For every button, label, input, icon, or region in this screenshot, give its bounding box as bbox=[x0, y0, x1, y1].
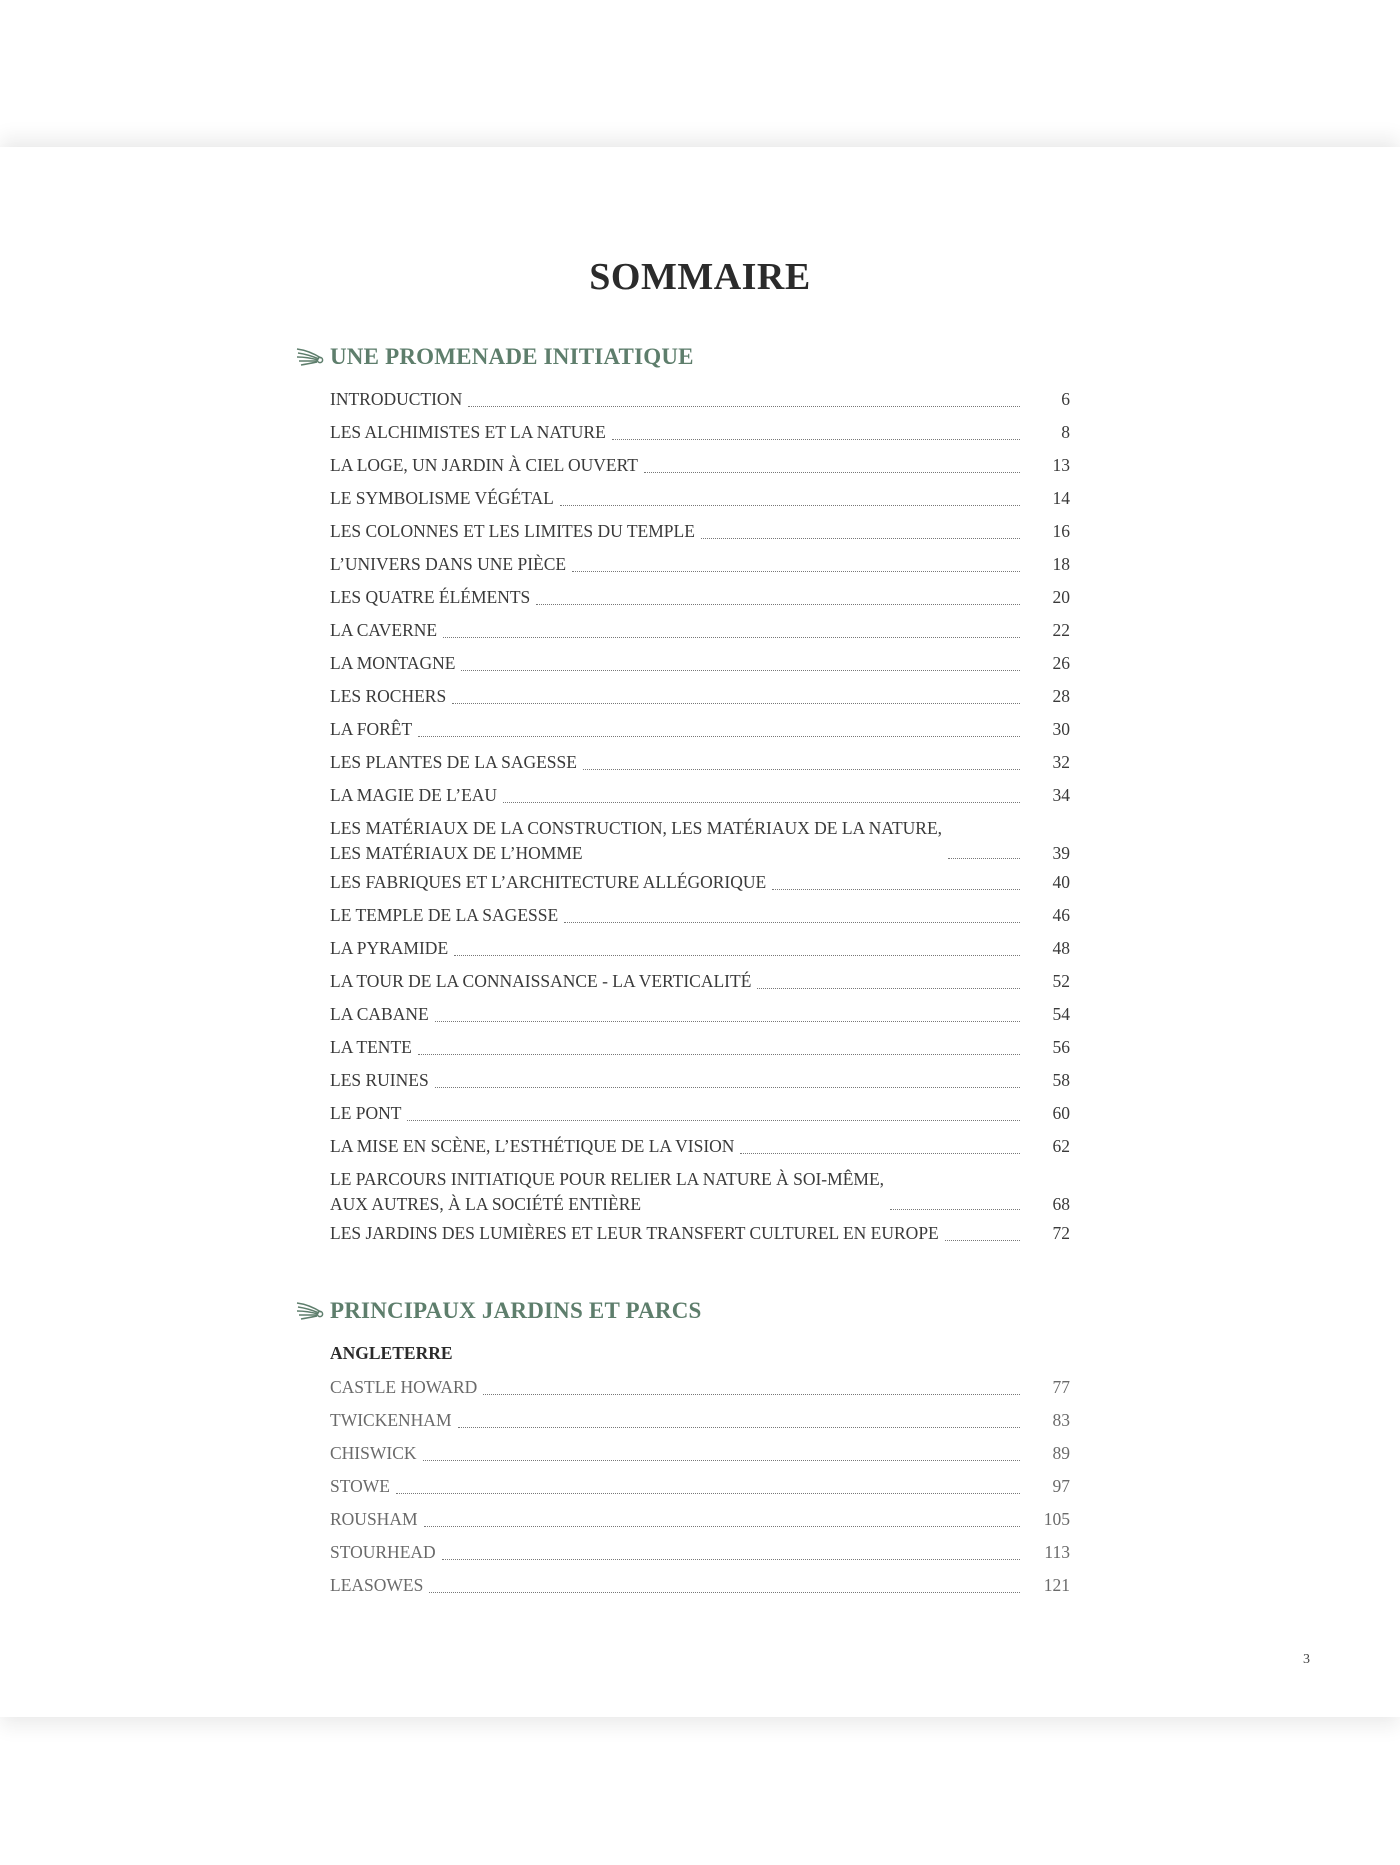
section-heading bbox=[330, 1291, 1070, 1331]
toc-entry-page: 72 bbox=[1052, 1223, 1070, 1243]
toc-leader-dots bbox=[948, 858, 1020, 859]
toc-leader-dots bbox=[740, 1153, 1020, 1154]
toc-entry[interactable] bbox=[330, 581, 1070, 614]
toc-leader-dots bbox=[572, 571, 1020, 572]
toc-entry-label: CASTLE HOWARD bbox=[330, 1377, 478, 1397]
toc-entry-label: LA MAGIE DE L’EAU bbox=[330, 785, 498, 805]
toc-leader-dots bbox=[435, 1087, 1020, 1088]
toc-entry-page: 39 bbox=[1052, 843, 1070, 863]
toc-leader-dots bbox=[407, 1120, 1020, 1121]
toc-entry[interactable] bbox=[330, 1064, 1070, 1097]
toc-entry-page: 13 bbox=[1052, 455, 1070, 475]
toc-entry[interactable] bbox=[330, 1503, 1070, 1536]
toc-leader-dots bbox=[890, 1209, 1020, 1210]
toc-entry[interactable] bbox=[330, 647, 1070, 680]
toc-entry-page: 54 bbox=[1052, 1004, 1070, 1024]
feather-quill-icon bbox=[295, 346, 325, 368]
toc-entry-label: LA LOGE, UN JARDIN À CIEL OUVERT bbox=[330, 455, 638, 475]
toc-entry-label: STOWE bbox=[330, 1476, 390, 1496]
toc-entry-label: LA MISE EN SCÈNE, L’ESTHÉTIQUE DE LA VISION bbox=[330, 1136, 735, 1156]
toc-entry-label-line2: LES MATÉRIAUX DE L’HOMME bbox=[330, 843, 583, 863]
toc-entry-page: 32 bbox=[1052, 752, 1070, 772]
toc-entry-page: 68 bbox=[1052, 1194, 1070, 1214]
toc-entry-page: 20 bbox=[1052, 587, 1070, 607]
toc-leader-dots bbox=[701, 538, 1020, 539]
toc-entry-page: 28 bbox=[1052, 686, 1070, 706]
toc-entry-page: 97 bbox=[1052, 1476, 1070, 1496]
toc-entry[interactable] bbox=[330, 1437, 1070, 1470]
toc-entry[interactable] bbox=[330, 746, 1070, 779]
toc-entry[interactable] bbox=[330, 482, 1070, 515]
toc-leader-dots bbox=[396, 1493, 1020, 1494]
toc-leader-dots bbox=[454, 955, 1020, 956]
section-principaux-jardins bbox=[330, 1291, 1070, 1602]
page-number: 3 bbox=[1303, 1652, 1310, 1667]
toc-leader-dots bbox=[443, 637, 1020, 638]
toc-entry[interactable] bbox=[330, 1163, 1070, 1217]
toc-leader-dots bbox=[418, 736, 1020, 737]
toc-entry-page: 30 bbox=[1052, 719, 1070, 739]
toc-entry[interactable] bbox=[330, 812, 1070, 866]
toc-entry-page: 18 bbox=[1052, 554, 1070, 574]
toc-entry-label: LES QUATRE ÉLÉMENTS bbox=[330, 587, 531, 607]
toc-entry-label: LES ROCHERS bbox=[330, 686, 447, 706]
toc-leader-dots bbox=[612, 439, 1020, 440]
toc-entry-label: INTRODUCTION bbox=[330, 389, 463, 409]
document-page bbox=[0, 147, 1400, 1717]
toc-entry[interactable] bbox=[330, 899, 1070, 932]
toc-entry[interactable] bbox=[330, 1097, 1070, 1130]
toc-entry[interactable] bbox=[330, 515, 1070, 548]
toc-entry[interactable] bbox=[330, 998, 1070, 1031]
toc-leader-dots bbox=[452, 703, 1020, 704]
toc-leader-dots bbox=[423, 1460, 1020, 1461]
toc-entry-page: 60 bbox=[1052, 1103, 1070, 1123]
toc-leader-dots bbox=[757, 988, 1020, 989]
toc-entry-label: LES ALCHIMISTES ET LA NATURE bbox=[330, 422, 606, 442]
toc-entry-page: 113 bbox=[1044, 1542, 1070, 1562]
toc-entry-label: LE SYMBOLISME VÉGÉTAL bbox=[330, 488, 554, 508]
toc-entry-page: 52 bbox=[1052, 971, 1070, 991]
toc-leader-dots bbox=[560, 505, 1020, 506]
toc-entry[interactable] bbox=[330, 548, 1070, 581]
toc-entry[interactable] bbox=[330, 383, 1070, 416]
toc-leader-dots bbox=[429, 1592, 1020, 1593]
toc-entry[interactable] bbox=[330, 680, 1070, 713]
toc-entry[interactable] bbox=[330, 1217, 1070, 1250]
toc-entry-label: LA MONTAGNE bbox=[330, 653, 456, 673]
toc-leader-dots bbox=[564, 922, 1020, 923]
toc-leader-dots bbox=[435, 1021, 1020, 1022]
toc-leader-dots bbox=[945, 1240, 1020, 1241]
section-heading-text: UNE PROMENADE INITIATIQUE bbox=[330, 344, 694, 369]
toc-entry-page: 14 bbox=[1052, 488, 1070, 508]
toc-entry-page: 46 bbox=[1052, 905, 1070, 925]
toc-leader-dots bbox=[468, 406, 1020, 407]
toc-entry-label: CHISWICK bbox=[330, 1443, 417, 1463]
toc-entry-label: STOURHEAD bbox=[330, 1542, 436, 1562]
toc-entry-label: LE TEMPLE DE LA SAGESSE bbox=[330, 905, 559, 925]
toc-entry-label: LES FABRIQUES ET L’ARCHITECTURE ALLÉGORIQUE bbox=[330, 872, 767, 892]
toc-leader-dots bbox=[503, 802, 1020, 803]
toc-entry-page: 16 bbox=[1052, 521, 1070, 541]
toc-entry[interactable] bbox=[330, 779, 1070, 812]
toc-leader-dots bbox=[418, 1054, 1020, 1055]
toc-entry-page: 6 bbox=[1061, 389, 1070, 409]
toc-entry-label: ROUSHAM bbox=[330, 1509, 418, 1529]
toc-leader-dots bbox=[483, 1394, 1020, 1395]
toc-entry-page: 77 bbox=[1052, 1377, 1070, 1397]
toc-leader-dots bbox=[644, 472, 1020, 473]
toc-entry-page: 121 bbox=[1043, 1575, 1070, 1595]
toc-entry-label bbox=[330, 812, 942, 866]
toc-entry-label: LES PLANTES DE LA SAGESSE bbox=[330, 752, 577, 772]
toc-entry[interactable] bbox=[330, 1371, 1070, 1404]
toc-entry-page: 105 bbox=[1043, 1509, 1070, 1529]
toc-entry-label: TWICKENHAM bbox=[330, 1410, 452, 1430]
section-heading bbox=[330, 337, 1070, 377]
toc-leader-dots bbox=[442, 1559, 1020, 1560]
toc-entry-label: LEASOWES bbox=[330, 1575, 424, 1595]
toc-entry[interactable] bbox=[330, 866, 1070, 899]
toc-entry[interactable] bbox=[330, 1470, 1070, 1503]
toc-entry-label: LES COLONNES ET LES LIMITES DU TEMPLE bbox=[330, 521, 695, 541]
toc-entry[interactable] bbox=[330, 416, 1070, 449]
toc-leader-dots bbox=[583, 769, 1020, 770]
toc-list bbox=[330, 1371, 1070, 1602]
toc-entry-page: 22 bbox=[1052, 620, 1070, 640]
toc-entry-label: LA CAVERNE bbox=[330, 620, 438, 640]
toc-entry-page: 89 bbox=[1052, 1443, 1070, 1463]
toc-entry[interactable] bbox=[330, 932, 1070, 965]
toc-entry-page: 56 bbox=[1052, 1037, 1070, 1057]
toc-entry-label-line1: LES MATÉRIAUX DE LA CONSTRUCTION, LES MATÉRIAUX DE LA NATURE, bbox=[330, 818, 943, 838]
toc-entry-page: 48 bbox=[1052, 938, 1070, 958]
toc-leader-dots bbox=[772, 889, 1020, 890]
subheading-angleterre: ANGLETERRE bbox=[330, 1343, 453, 1363]
toc-entry[interactable] bbox=[330, 713, 1070, 746]
toc-entry-label: LES RUINES bbox=[330, 1070, 429, 1090]
toc-entry-page: 40 bbox=[1052, 872, 1070, 892]
toc-entry-label: LA PYRAMIDE bbox=[330, 938, 449, 958]
toc-entry[interactable] bbox=[330, 965, 1070, 998]
toc-leader-dots bbox=[461, 670, 1020, 671]
toc-entry-page: 8 bbox=[1061, 422, 1070, 442]
toc-entry-label: LES JARDINS DES LUMIÈRES ET LEUR TRANSFERT CULTUREL EN EUROPE bbox=[330, 1223, 939, 1243]
toc-entry[interactable] bbox=[330, 614, 1070, 647]
toc-entry-label: LA TENTE bbox=[330, 1037, 412, 1057]
toc-leader-dots bbox=[536, 604, 1020, 605]
section-heading-text: PRINCIPAUX JARDINS ET PARCS bbox=[330, 1298, 702, 1323]
toc-entry[interactable] bbox=[330, 449, 1070, 482]
toc-entry[interactable] bbox=[330, 1536, 1070, 1569]
toc-leader-dots bbox=[424, 1526, 1020, 1527]
toc-entry-page: 83 bbox=[1052, 1410, 1070, 1430]
toc-leader-dots bbox=[458, 1427, 1020, 1428]
page-title: SOMMAIRE bbox=[589, 256, 811, 298]
toc-entry[interactable] bbox=[330, 1130, 1070, 1163]
toc-entry-page: 26 bbox=[1052, 653, 1070, 673]
toc-entry-page: 34 bbox=[1052, 785, 1070, 805]
toc-entry-label: LE PONT bbox=[330, 1103, 402, 1123]
toc-entry-label: LA TOUR DE LA CONNAISSANCE - LA VERTICALITÉ bbox=[330, 971, 752, 991]
toc-entry-label bbox=[330, 1163, 884, 1217]
toc-entry-label-line2: AUX AUTRES, À LA SOCIÉTÉ ENTIÈRE bbox=[330, 1194, 642, 1214]
toc-list bbox=[330, 383, 1070, 1250]
toc-entry-label-line1: LE PARCOURS INITIATIQUE POUR RELIER LA NATURE À SOI-MÊME, bbox=[330, 1169, 885, 1189]
toc-entry-page: 58 bbox=[1052, 1070, 1070, 1090]
toc-entry-page: 62 bbox=[1052, 1136, 1070, 1156]
toc-entry-label: L’UNIVERS DANS UNE PIÈCE bbox=[330, 554, 567, 574]
toc-entry[interactable] bbox=[330, 1569, 1070, 1602]
toc-entry[interactable] bbox=[330, 1031, 1070, 1064]
toc-entry[interactable] bbox=[330, 1404, 1070, 1437]
toc-entry-label: LA FORÊT bbox=[330, 719, 413, 739]
toc-entry-label: LA CABANE bbox=[330, 1004, 429, 1024]
section-promenade-initiatique bbox=[330, 337, 1070, 1250]
feather-quill-icon bbox=[295, 1300, 325, 1322]
